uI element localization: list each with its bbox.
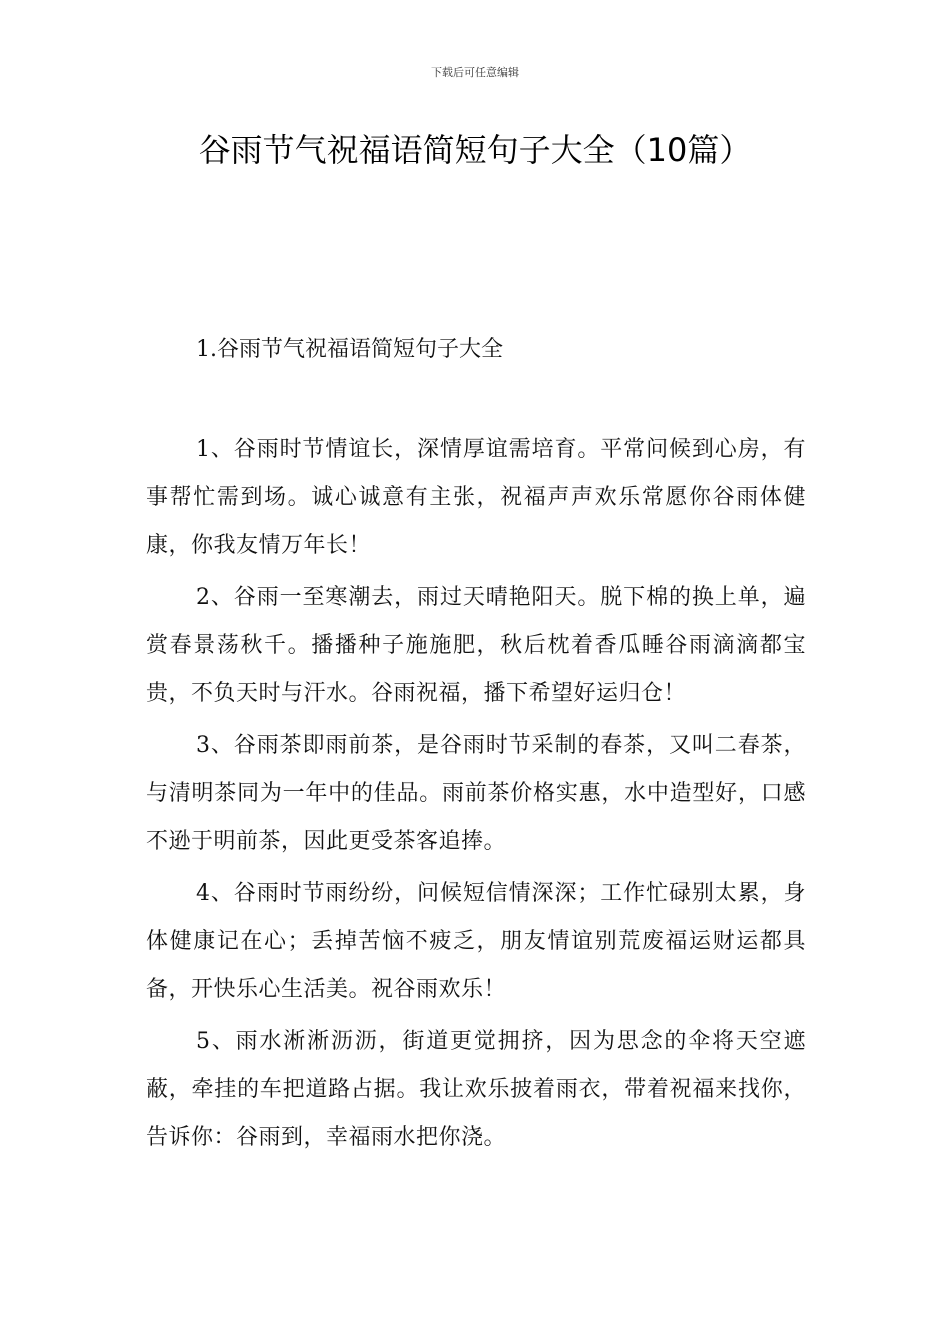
document-title: 谷雨节气祝福语简短句子大全（10篇）	[198, 131, 752, 169]
paragraph-5: 5、雨水淅淅沥沥，街道更觉拥挤，因为思念的伞将天空遮蔽，牵挂的车把道路占据。我让欢乐披着雨衣，带着祝福来找你，告诉你：谷雨到，幸福雨水把你浇。	[146, 1029, 806, 1150]
body-text	[146, 426, 806, 1166]
paragraph-2: 2、谷雨一至寒潮去，雨过天晴艳阳天。脱下棉的换上单，遍赏春景荡秋千。播播种子施施肥，秋后枕着香瓜睡谷雨滴滴都宝贵，不负天时与汗水。谷雨祝福，播下希望好运归仓！	[146, 585, 806, 706]
paragraph-1: 1、谷雨时节情谊长，深情厚谊需培育。平常问候到心房，有事帮忙需到场。诚心诚意有主张，祝福声声欢乐常愿你谷雨体健康，你我友情万年长！	[146, 437, 806, 558]
section-heading: 1.谷雨节气祝福语简短句子大全	[196, 337, 503, 362]
header-note: 下载后可任意编辑	[431, 66, 519, 79]
paragraph-4: 4、谷雨时节雨纷纷，问候短信情深深；工作忙碌别太累，身体健康记在心；丢掉苦恼不疲乏，朋友情谊别荒废福运财运都具备，开快乐心生活美。祝谷雨欢乐！	[146, 881, 806, 1002]
paragraph-3: 3、谷雨茶即雨前茶，是谷雨时节采制的春茶，又叫二春茶，与清明茶同为一年中的佳品。雨前茶价格实惠，水中造型好，口感不逊于明前茶，因此更受茶客追捧。	[146, 733, 806, 854]
